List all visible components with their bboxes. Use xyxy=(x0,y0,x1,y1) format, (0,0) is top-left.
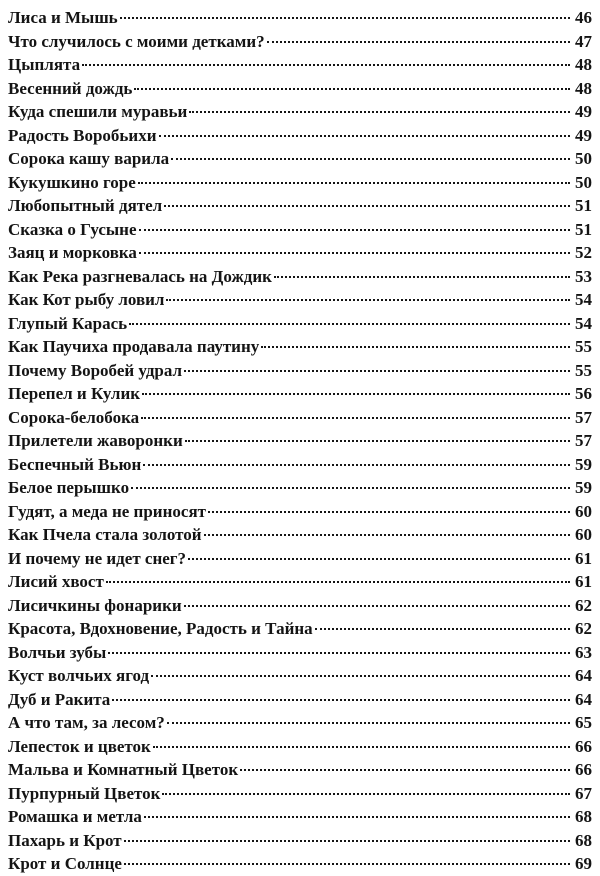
toc-entry xyxy=(8,641,592,665)
toc-entry xyxy=(8,570,592,594)
toc-entry-page: 46 xyxy=(575,8,592,27)
toc-entry-title: А что там, за лесом? xyxy=(8,713,165,732)
toc-entry-page: 66 xyxy=(575,760,592,779)
toc-entry xyxy=(8,77,592,101)
dot-leader xyxy=(167,722,570,724)
toc-entry-title: Как Паучиха продавала паутину xyxy=(8,337,260,356)
toc-entry xyxy=(8,124,592,148)
toc-entry-page: 68 xyxy=(575,807,592,826)
dot-leader xyxy=(164,205,570,207)
toc-entry-page: 55 xyxy=(575,337,592,356)
toc-entry xyxy=(8,829,592,853)
toc-entry-title: Цыплята xyxy=(8,55,81,74)
toc-entry-page: 66 xyxy=(575,736,592,756)
toc-entry xyxy=(8,735,592,759)
toc-entry-title: Ромашка и метла xyxy=(8,807,142,826)
dot-leader xyxy=(159,135,571,137)
toc-entry-title: Лисичкины фонарики xyxy=(8,595,182,615)
toc-entry xyxy=(8,241,592,265)
toc-entry-page: 50 xyxy=(575,149,592,168)
toc-entry-page: 51 xyxy=(575,196,592,215)
toc-entry-page: 49 xyxy=(575,125,592,145)
toc-entry-title: Как Кот рыбу ловил xyxy=(8,290,165,309)
toc-entry-page: 54 xyxy=(575,313,592,333)
toc-entry-page: 62 xyxy=(575,595,592,615)
toc-entry-page: 64 xyxy=(575,689,592,709)
toc-entry xyxy=(8,476,592,500)
toc-entry xyxy=(8,382,592,406)
toc-entry xyxy=(8,805,592,829)
toc-entry-title: Дуб и Ракита xyxy=(8,689,111,709)
toc-entry xyxy=(8,335,592,359)
toc-entry xyxy=(8,171,592,195)
dot-leader xyxy=(120,17,570,19)
dot-leader xyxy=(144,816,570,818)
dot-leader xyxy=(188,558,570,560)
toc-entry xyxy=(8,500,592,524)
toc-entry-page: 50 xyxy=(575,172,592,192)
dot-leader xyxy=(151,675,570,677)
toc-entry-title: Перепел и Кулик xyxy=(8,384,141,403)
dot-leader xyxy=(139,252,570,254)
toc-entry xyxy=(8,852,592,876)
toc-entry-title: Радость Воробьихи xyxy=(8,125,157,145)
dot-leader xyxy=(184,605,570,607)
table-of-contents xyxy=(8,6,592,876)
dot-leader xyxy=(142,393,570,395)
toc-entry xyxy=(8,359,592,383)
toc-entry xyxy=(8,688,592,712)
toc-entry-page: 67 xyxy=(575,783,592,803)
toc-entry-title: Гудят, а меда не приносят xyxy=(8,501,206,521)
toc-entry-page: 65 xyxy=(575,713,592,732)
toc-entry-title: Как Пчела стала золотой xyxy=(8,525,202,544)
dot-leader xyxy=(141,417,570,419)
toc-entry xyxy=(8,100,592,124)
dot-leader xyxy=(162,793,570,795)
toc-entry-title: Сорока кашу варила xyxy=(8,149,170,168)
toc-entry xyxy=(8,758,592,782)
toc-entry-page: 57 xyxy=(575,431,592,450)
toc-entry-title: Красота, Вдохновение, Радость и Тайна xyxy=(8,619,313,638)
toc-entry-title: Как Река разгневалась на Дождик xyxy=(8,266,272,286)
toc-entry-page: 61 xyxy=(575,572,592,591)
toc-entry xyxy=(8,711,592,735)
toc-entry xyxy=(8,53,592,77)
toc-entry xyxy=(8,664,592,688)
dot-leader xyxy=(208,511,570,513)
toc-entry xyxy=(8,453,592,477)
toc-entry xyxy=(8,194,592,218)
toc-entry xyxy=(8,265,592,289)
toc-entry-title: Белое перышко xyxy=(8,478,130,497)
dot-leader xyxy=(267,41,570,43)
toc-entry-title: Весенний дождь xyxy=(8,78,133,98)
toc-entry-title: Глупый Карась xyxy=(8,313,128,333)
dot-leader xyxy=(134,88,570,90)
toc-entry xyxy=(8,547,592,571)
toc-entry-page: 48 xyxy=(575,78,592,98)
toc-entry-page: 57 xyxy=(575,407,592,427)
toc-entry-page: 54 xyxy=(575,290,592,309)
toc-entry-page: 51 xyxy=(575,219,592,239)
dot-leader xyxy=(139,229,571,231)
dot-leader xyxy=(153,746,570,748)
dot-leader xyxy=(112,699,570,701)
toc-entry-title: Беспечный Вьюн xyxy=(8,454,142,474)
toc-entry-page: 63 xyxy=(575,642,592,662)
dot-leader xyxy=(261,346,570,348)
dot-leader xyxy=(189,111,570,113)
toc-entry-title: Заяц и морковка xyxy=(8,243,137,262)
toc-entry xyxy=(8,429,592,453)
dot-leader xyxy=(124,863,570,865)
dot-leader xyxy=(129,323,570,325)
toc-entry-page: 52 xyxy=(575,243,592,262)
toc-entry xyxy=(8,218,592,242)
dot-leader xyxy=(124,840,570,842)
toc-entry-page: 59 xyxy=(575,454,592,474)
dot-leader xyxy=(274,276,570,278)
dot-leader xyxy=(240,769,570,771)
toc-entry xyxy=(8,617,592,641)
toc-entry xyxy=(8,312,592,336)
toc-entry-title: Волчьи зубы xyxy=(8,642,107,662)
toc-entry-page: 68 xyxy=(575,830,592,850)
toc-entry-title: Прилетели жаворонки xyxy=(8,431,183,450)
toc-entry-title: Куст волчьих ягод xyxy=(8,666,150,685)
dot-leader xyxy=(166,299,570,301)
dot-leader xyxy=(108,652,570,654)
toc-entry-page: 49 xyxy=(575,102,592,121)
dot-leader xyxy=(184,370,570,372)
toc-entry-page: 60 xyxy=(575,501,592,521)
toc-entry-title: Что случилось с моими детками? xyxy=(8,31,265,51)
toc-entry-title: Крот и Солнце xyxy=(8,854,122,873)
toc-entry-title: Почему Воробей удрал xyxy=(8,360,183,380)
toc-entry-title: Лиса и Мышь xyxy=(8,8,118,27)
toc-entry-title: Сказка о Гусыне xyxy=(8,219,137,239)
toc-entry-page: 47 xyxy=(575,31,592,51)
toc-entry xyxy=(8,288,592,312)
dot-leader xyxy=(138,182,570,184)
toc-entry-title: Сорока-белобока xyxy=(8,407,140,427)
toc-entry xyxy=(8,147,592,171)
toc-entry-page: 69 xyxy=(575,854,592,873)
toc-entry-page: 48 xyxy=(575,55,592,74)
toc-entry xyxy=(8,30,592,54)
toc-entry xyxy=(8,406,592,430)
toc-entry xyxy=(8,782,592,806)
toc-entry xyxy=(8,594,592,618)
dot-leader xyxy=(171,158,570,160)
toc-entry-page: 55 xyxy=(575,360,592,380)
toc-entry-title: Лисий хвост xyxy=(8,572,104,591)
toc-entry-page: 61 xyxy=(575,548,592,568)
toc-entry-title: Куда спешили муравьи xyxy=(8,102,188,121)
toc-entry xyxy=(8,523,592,547)
dot-leader xyxy=(131,487,570,489)
toc-entry xyxy=(8,6,592,30)
toc-entry-page: 53 xyxy=(575,266,592,286)
toc-entry-title: Пурпурный Цветок xyxy=(8,783,161,803)
dot-leader xyxy=(106,581,570,583)
toc-entry-page: 56 xyxy=(575,384,592,403)
toc-entry-page: 60 xyxy=(575,525,592,544)
dot-leader xyxy=(185,440,570,442)
toc-entry-title: Кукушкино горе xyxy=(8,172,136,192)
dot-leader xyxy=(315,628,570,630)
toc-entry-title: Мальва и Комнатный Цветок xyxy=(8,760,239,779)
toc-entry-page: 62 xyxy=(575,619,592,638)
toc-entry-title: Любопытный дятел xyxy=(8,196,163,215)
toc-entry-page: 59 xyxy=(575,478,592,497)
toc-entry-title: Лепесток и цветок xyxy=(8,736,151,756)
dot-leader xyxy=(82,64,570,66)
toc-entry-title: И почему не идет снег? xyxy=(8,548,187,568)
toc-entry-page: 64 xyxy=(575,666,592,685)
dot-leader xyxy=(143,464,570,466)
toc-entry-title: Пахарь и Крот xyxy=(8,830,122,850)
dot-leader xyxy=(204,534,570,536)
